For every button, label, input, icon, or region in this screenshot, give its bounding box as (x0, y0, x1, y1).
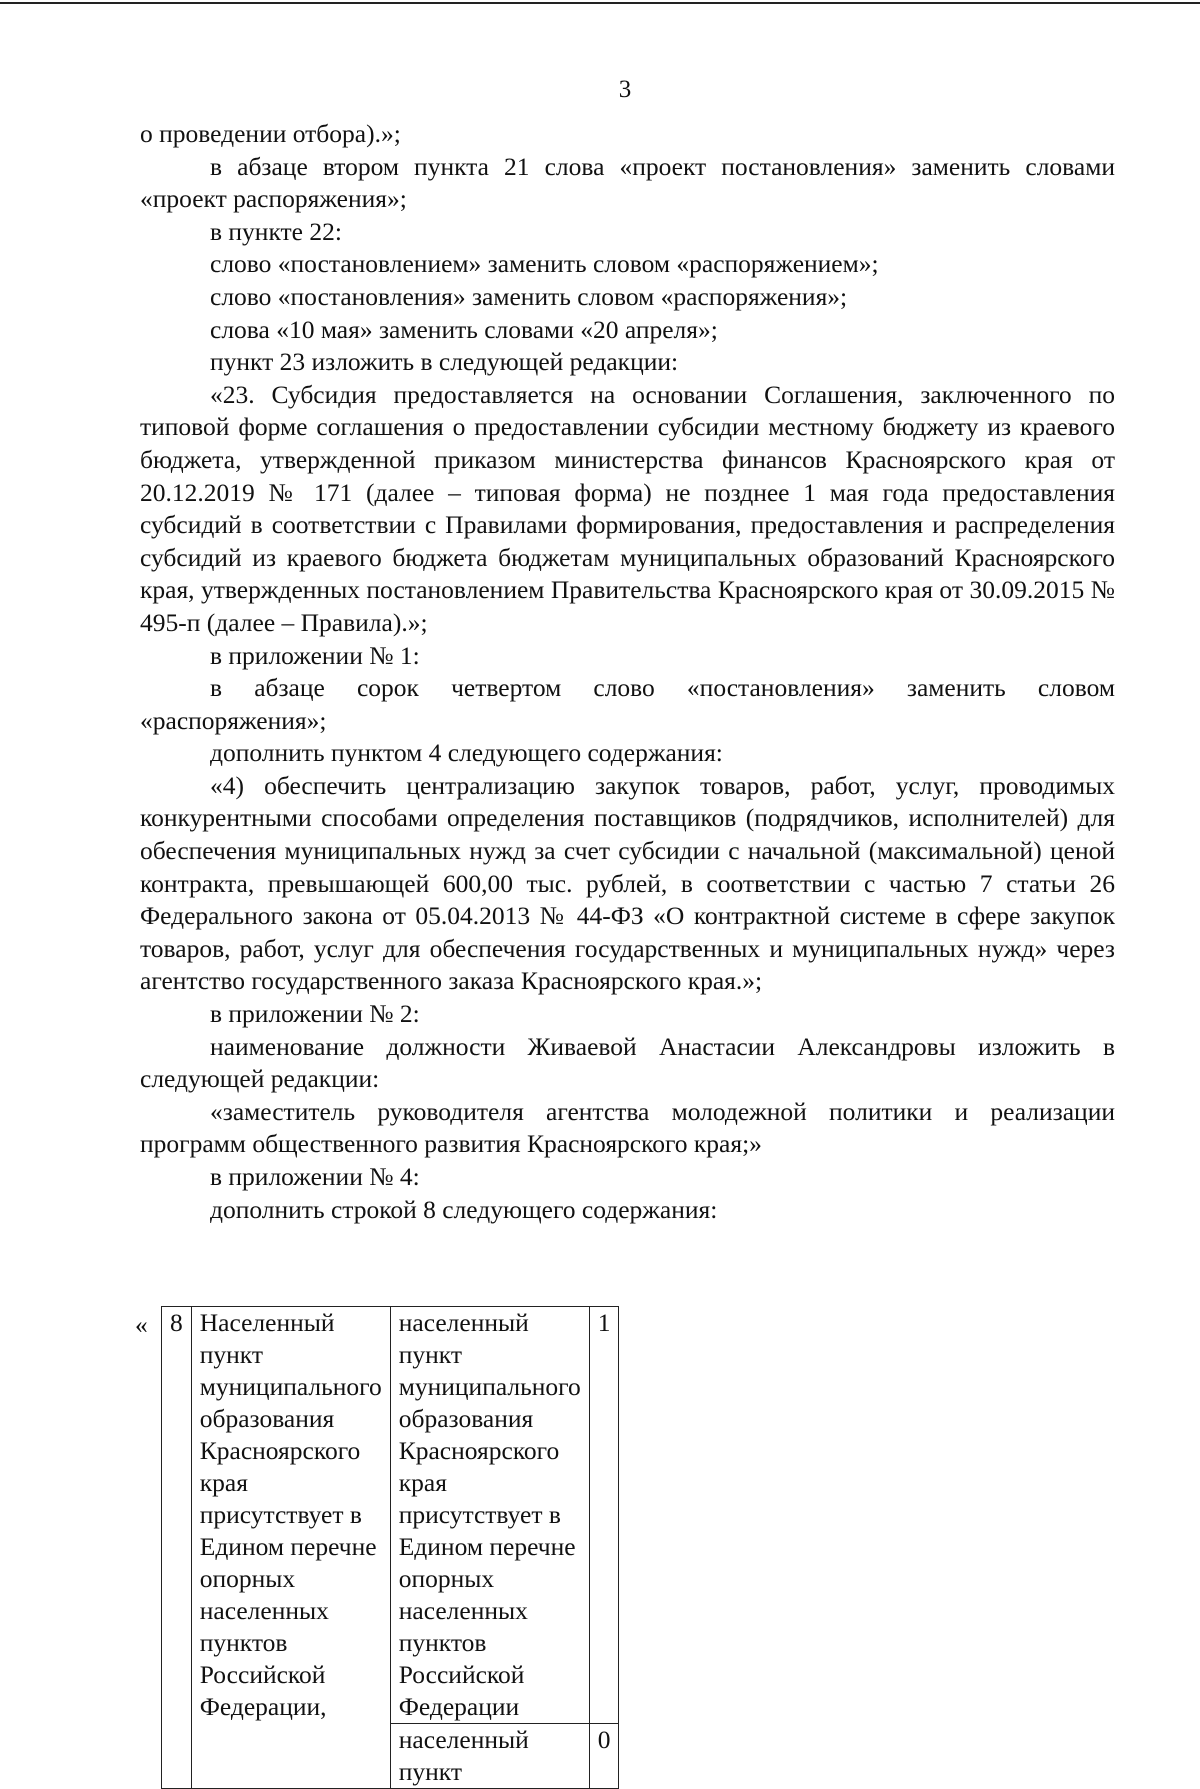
table-open-quote: « (135, 1310, 148, 1339)
paragraph: «заместитель руководителя агентства молодежной политики и реализации программ общественного развития Красноярского края;» (140, 1096, 1115, 1159)
row-number-cell: 8 (162, 1307, 192, 1789)
paragraph: в абзаце сорок четвертом слово «постановления» заменить словом «распоряжения»; (140, 673, 1115, 735)
paragraph: о проведении отбора).»; (140, 119, 401, 148)
paragraph: в абзаце втором пункта 21 слова «проект постановления» заменить словами «проект распоряжения»; (140, 151, 1115, 214)
paragraph: наименование должности Живаевой Анастасии Александровы изложить в следующей редакции: (140, 1031, 1115, 1094)
paragraph: пункт 23 изложить в следующей редакции: (210, 347, 679, 377)
table-row (162, 1307, 619, 1724)
value-cell: 1 (589, 1307, 619, 1724)
paragraph: в приложении № 4: (210, 1162, 420, 1191)
paragraph: дополнить пунктом 4 следующего содержания: (210, 738, 723, 768)
paragraph: в пункте 22: (210, 216, 342, 246)
paragraph: «4) обеспечить централизацию закупок товаров, работ, услуг, проводимых конкурентными способами определения поставщиков (подрядчиков, исполнителей) для обеспечения муниципальных нужд за счет субсидии с начальной (максимальной) ценой контракта, превышающей 600,00 тыс. рублей, в соответствии с частью 7 статьи 26 Федерального закона от 05.04.2013 № 44-ФЗ «О контрактной системе в сфере закупок товаров, работ, услуг для обеспечения государственных и муниципальных нужд» через агентство государственного заказа Красноярского края.»; (140, 770, 1115, 996)
paragraph: слово «постановления» заменить словом «распоряжения»; (210, 281, 848, 311)
indicator-cell: Населенный пункт муниципального образования Красноярского края присутствует в Едином перечне опорных населенных пунктов Российской Федерации, (191, 1307, 390, 1789)
paragraph: слова «10 мая» заменить словами «20 апреля»; (210, 314, 718, 344)
paragraph: в приложении № 1: (210, 640, 420, 670)
page-number: 3 (618, 76, 632, 103)
value-cell: 0 (589, 1724, 619, 1789)
paragraph: дополнить строкой 8 следующего содержания: (210, 1194, 718, 1224)
paragraph: «23. Субсидия предоставляется на основании Соглашения, заключенного по типовой форме соглашения о предоставлении субсидии местному бюджету из краевого бюджета, утвержденной приказом министерства финансов Красноярского края от 20.12.2019 № 171 (далее – типовая форма) не позднее 1 мая года предоставления субсидий в соответствии с Правилами формирования, предоставления и распределения субсидий из краевого бюджета бюджетам муниципальных образований Красноярского края, утвержденных постановлением Правительства Красноярского края от 30.09.2015 № 495-п (далее – Правила).»; (140, 379, 1115, 637)
paragraph: слово «постановлением» заменить словом «распоряжением»; (210, 249, 879, 279)
condition-cell: населенный пункт муниципального образования Красноярского края присутствует в Едином перечне опорных населенных пунктов Российской Федерации (390, 1307, 589, 1724)
row-8-table (161, 1306, 619, 1789)
page-top-edge (0, 2, 1200, 4)
paragraph: в приложении № 2: (210, 999, 420, 1029)
condition-cell: населенный пункт (390, 1724, 589, 1789)
document-body (140, 118, 1115, 1226)
